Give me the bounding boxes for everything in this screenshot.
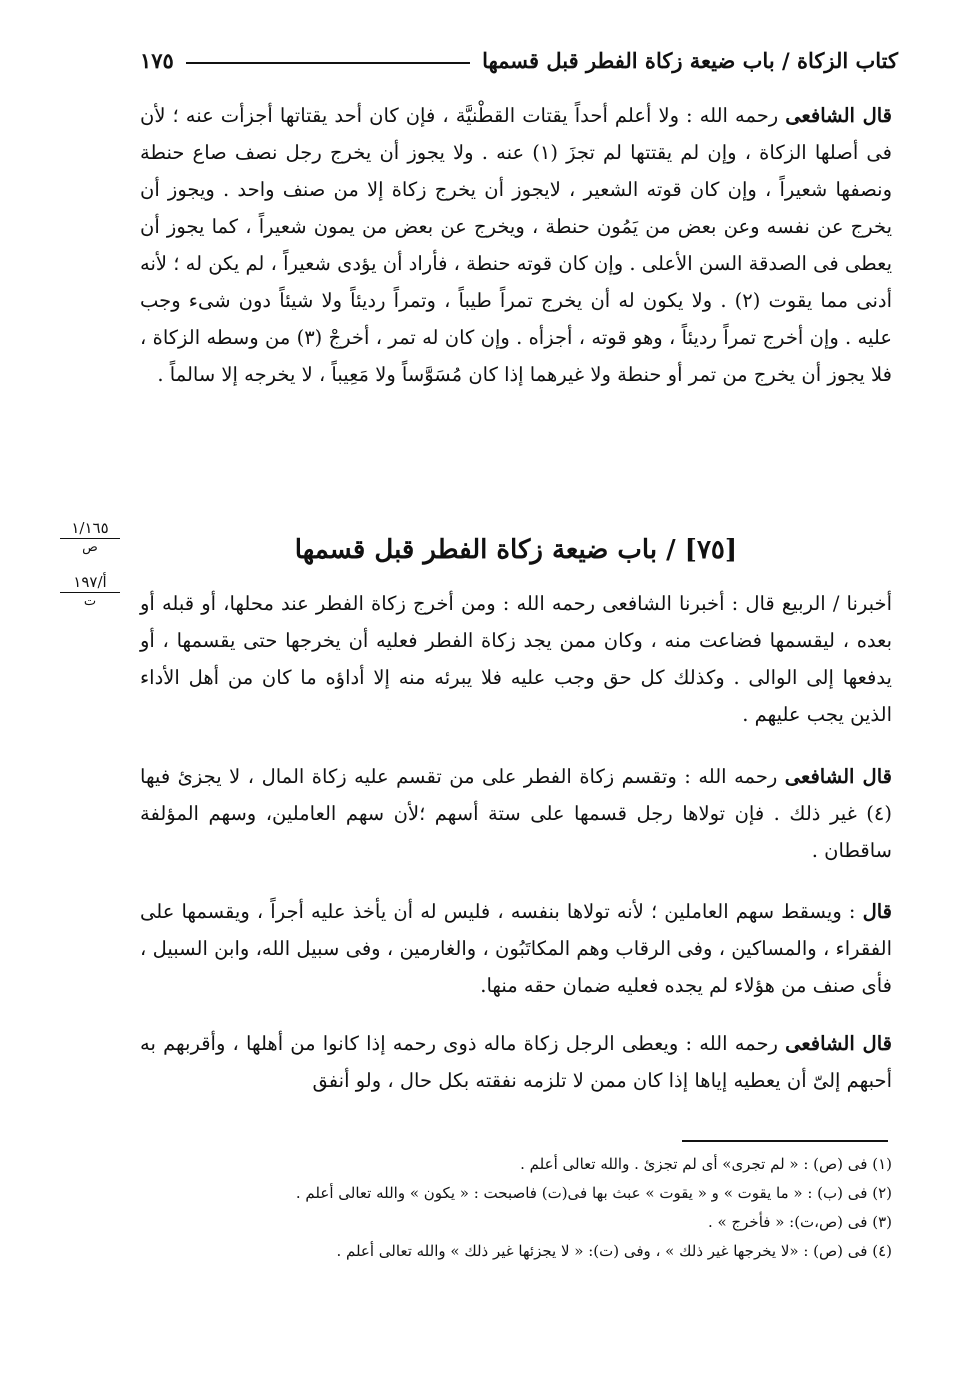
running-header [140, 42, 898, 78]
footnote: (٤) فى (ص) : «لا يخرجها غير ذلك » ، وفى (ت): « لا يجزئها غير ذلك » والله تعالى أعلم . [336, 1242, 892, 1260]
footnotes [140, 1150, 892, 1266]
manuscript-page-number: أ/١٩٧ [60, 574, 120, 593]
manuscript-siglum: ص [82, 540, 98, 555]
paragraph-text: أخبرنا / الربيع قال : أخبرنا الشافعى رحمه الله : ومن أخرج زكاة الفطر عند محلها، أو قبله أو بعده ، ليقسمها فضاعت منه ، وكان ممن يجد زكاة الفطر فعليه أن يخرجها حتى يقسمها ، أو يدفعها إلى الوالى . وكذلك كل حق وجب عليه فلا يبرئه منه إلا أداؤه ما كان من أهل الأداء الذين يجب عليهم . [140, 592, 892, 726]
footnote-separator [682, 1140, 888, 1142]
chapter-heading: [٧٥] / باب ضيعة زكاة الفطر قبل قسمها [294, 535, 738, 565]
paragraph-lead: قال الشافعى [784, 765, 892, 788]
manuscript-page-number: ١/١٦٥ [60, 520, 120, 539]
manuscript-siglum: ت [83, 594, 97, 609]
paragraph-text: رحمه الله : ولا أعلم أحداً يقتات القطْنيَّة ، فإن كان أحد يقتاتها أجزأت عنه ؛ لأن فى أصلها الزكاة ، وإن لم يقتتها لم تجزَ (١) عنه . ولا يجوز أن يخرج رجل نصف صاع حنطة ونصفها شعيراً ، وإن كان قوته الشعير ، لايجوز أن يخرج زكاة إلا من صنف واحد . ويجوز أن يخرج عن نفسه وعن بعض من يَمُون حنطة ، ويخرج عن بعض من يمون شعيراً ، كما يجوز أن يعطى فى الصدقة السن الأعلى . وإن كان قوته حنطة ، فأراد أن يؤدى شعيراً ، لم يكن له ؛ لأنه أدنى مما يقوت (٢) . ولا يكون له أن يخرج تمراً طيباً ، وتمراً رديئاً ولا شيئاً دون شىء وجب عليه . وإن أخرج تمراً رديئاً ، وهو قوته ، أجزأه . وإن كان له تمر ، أخرجْ (٣) من وسطه الزكاة ، فلا يجوز أن يخرج من تمر أو حنطة ولا غيرهما إذا كان مُسَوَّساً ولا مَعِيباً ، لا يخرجه إلا سالماً . [140, 104, 892, 386]
header-rule [186, 62, 470, 64]
manuscript-page-ref [60, 520, 120, 556]
page-number: ١٧٥ [140, 47, 174, 73]
paragraph-lead: قال [862, 900, 892, 923]
paragraph [140, 97, 892, 393]
paragraph [140, 758, 892, 869]
manuscript-page-ref [60, 574, 120, 610]
footnote: (٣) فى (ص،ت): « فأخرج » . [707, 1213, 892, 1231]
paragraph-lead: قال الشافعى [785, 104, 893, 127]
footnote: (١) فى (ص) : « لم تجرى» أى لم تجزئ . والله تعالى أعلم . [520, 1155, 892, 1173]
footnote: (٢) فى (ب) : « ما يقوت » و « يقوت » عبث بها فى(ت) فاصبحت : « يكون » والله تعالى أعلم . [295, 1184, 892, 1202]
paragraph-text: رحمه الله : وتقسم زكاة الفطر على من تقسم عليه زكاة المال ، لا يجزئ فيها (٤) غير ذلك . فإن تولاها رجل قسمها على ستة أسهم ؛لأن سهم العاملين، وسهم المؤلفة ساقطان . [140, 765, 892, 862]
paragraph [140, 893, 892, 1004]
paragraph [140, 585, 892, 733]
paragraph [140, 1025, 892, 1099]
running-title: كتاب الزكاة / باب ضيعة زكاة الفطر قبل قسمها [482, 47, 898, 73]
paragraph-text: : ويسقط سهم العاملين ؛ لأنه تولاها بنفسه ، فليس له أن يأخذ عليه أجراً ، ويقسمها على الفقراء ، والمساكين ، وفى الرقاب وهم المكاتَبُون ، والغارمين ، وفى سبيل الله، وابن السبيل ، فأى صنف من هؤلاء لم يجده فعليه ضمان حقه منها. [140, 900, 892, 997]
paragraph-lead: قال الشافعى [785, 1032, 892, 1055]
paragraph-text: رحمه الله : ويعطى الرجل زكاة ماله ذوى رحمه إذا كانوا من أهلها ، وأقربهم به أحبهم إلىّ أن يعطيه إياها إذا كان ممن لا تلزمه نفقته بكل حال ، ولو أنفق [140, 1032, 892, 1092]
